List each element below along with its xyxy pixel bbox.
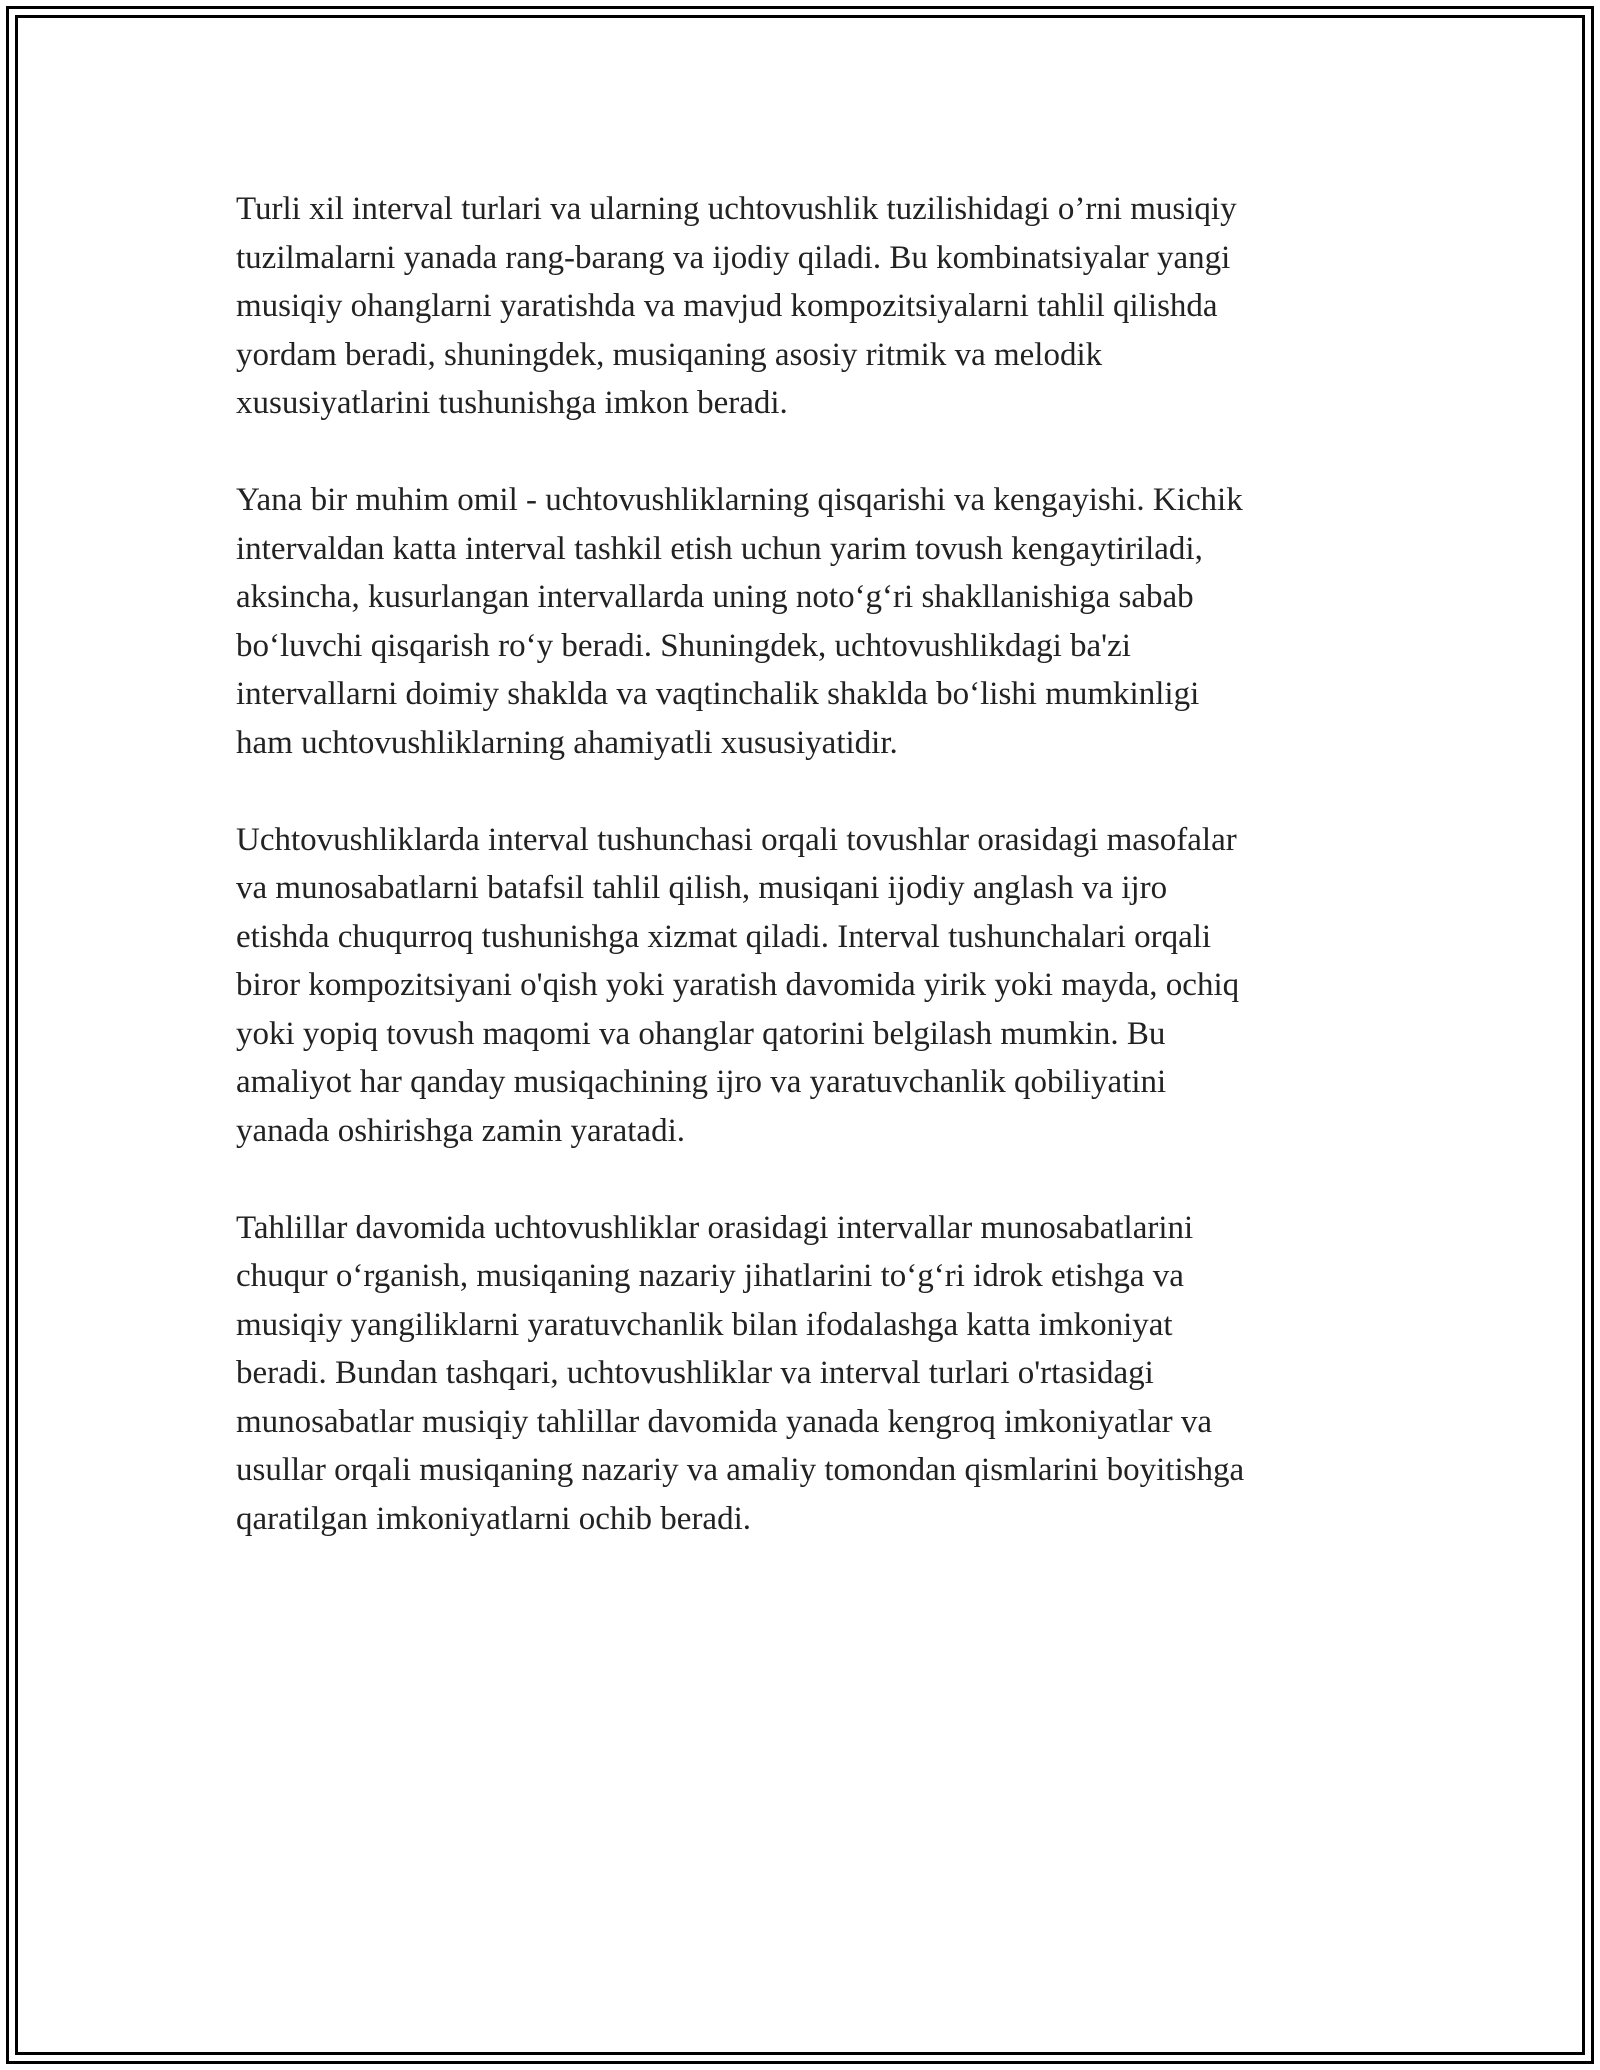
text-line: amaliyot har qanday musiqachining ijro va yaratuvchanlik qobiliyatini <box>236 1064 1167 1100</box>
paragraph-3 <box>236 816 1366 1156</box>
text-line: Yana bir muhim omil - uchtovushliklarning qisqarishi va kengayishi. Kichik <box>236 482 1243 518</box>
text-line: qaratilgan imkoniyatlarni ochib beradi. <box>236 1500 751 1537</box>
paragraph-1 <box>236 185 1366 428</box>
text-line: biror kompozitsiyani o'qish yoki yaratish davomida yirik yoki mayda, ochiq <box>236 967 1240 1003</box>
text-line: tuzilmalarni yanada rang-barang va ijodiy qiladi. Bu kombinatsiyalar yangi <box>236 239 1231 276</box>
text-line: munosabatlar musiqiy tahlillar davomida yanada kengroq imkoniyatlar va <box>236 1403 1212 1440</box>
text-line: intervaldan katta interval tashkil etish uchun yarim tovush kengaytiriladi, <box>236 530 1203 567</box>
paragraph-2 <box>236 476 1366 767</box>
text-line: xususiyatlarini tushunishga imkon beradi. <box>236 385 788 421</box>
text-line: Turli xil interval turlari va ularning uchtovushlik tuzilishidagi o’rni musiqiy <box>236 191 1237 227</box>
text-line: chuqur o‘rganish, musiqaning nazariy jihatlarini to‘g‘ri idrok etishga va <box>236 1258 1184 1294</box>
text-line: usullar orqali musiqaning nazariy va amaliy tomondan qismlarini boyitishga <box>236 1452 1245 1488</box>
text-line: intervallarni doimiy shaklda va vaqtinchalik shaklda bo‘lishi mumkinligi <box>236 676 1200 712</box>
text-line: yordam beradi, shuningdek, musiqaning asosiy ritmik va melodik <box>236 336 1103 373</box>
text-line: musiqiy yangiliklarni yaratuvchanlik bilan ifodalashga katta imkoniyat <box>236 1306 1173 1343</box>
text-line: beradi. Bundan tashqari, uchtovushliklar va interval turlari o'rtasidagi <box>236 1355 1154 1391</box>
paragraph-4 <box>236 1204 1366 1544</box>
text-line: yoki yopiq tovush maqomi va ohanglar qatorini belgilash mumkin. Bu <box>236 1015 1166 1052</box>
text-line: Uchtovushliklarda interval tushunchasi orqali tovushlar orasidagi masofalar <box>236 821 1237 858</box>
text-line: aksincha, kusurlangan intervallarda uning noto‘g‘ri shakllanishiga sabab <box>236 579 1194 615</box>
document-body <box>236 185 1366 1592</box>
text-line: va munosabatlarni batafsil tahlil qilish, musiqani ijodiy anglash va ijro <box>236 870 1168 906</box>
text-line: musiqiy ohanglarni yaratishda va mavjud kompozitsiyalarni tahlil qilishda <box>236 288 1218 324</box>
text-line: yanada oshirishga zamin yaratadi. <box>236 1112 685 1149</box>
text-line: Tahlillar davomida uchtovushliklar orasidagi intervallar munosabatlarini <box>236 1209 1194 1246</box>
text-line: etishda chuqurroq tushunishga xizmat qiladi. Interval tushunchalari orqali <box>236 918 1212 955</box>
text-line: bo‘luvchi qisqarish ro‘y beradi. Shuningdek, uchtovushlikdagi ba'zi <box>236 627 1131 664</box>
text-line: ham uchtovushliklarning ahamiyatli xususiyatidir. <box>236 724 898 761</box>
